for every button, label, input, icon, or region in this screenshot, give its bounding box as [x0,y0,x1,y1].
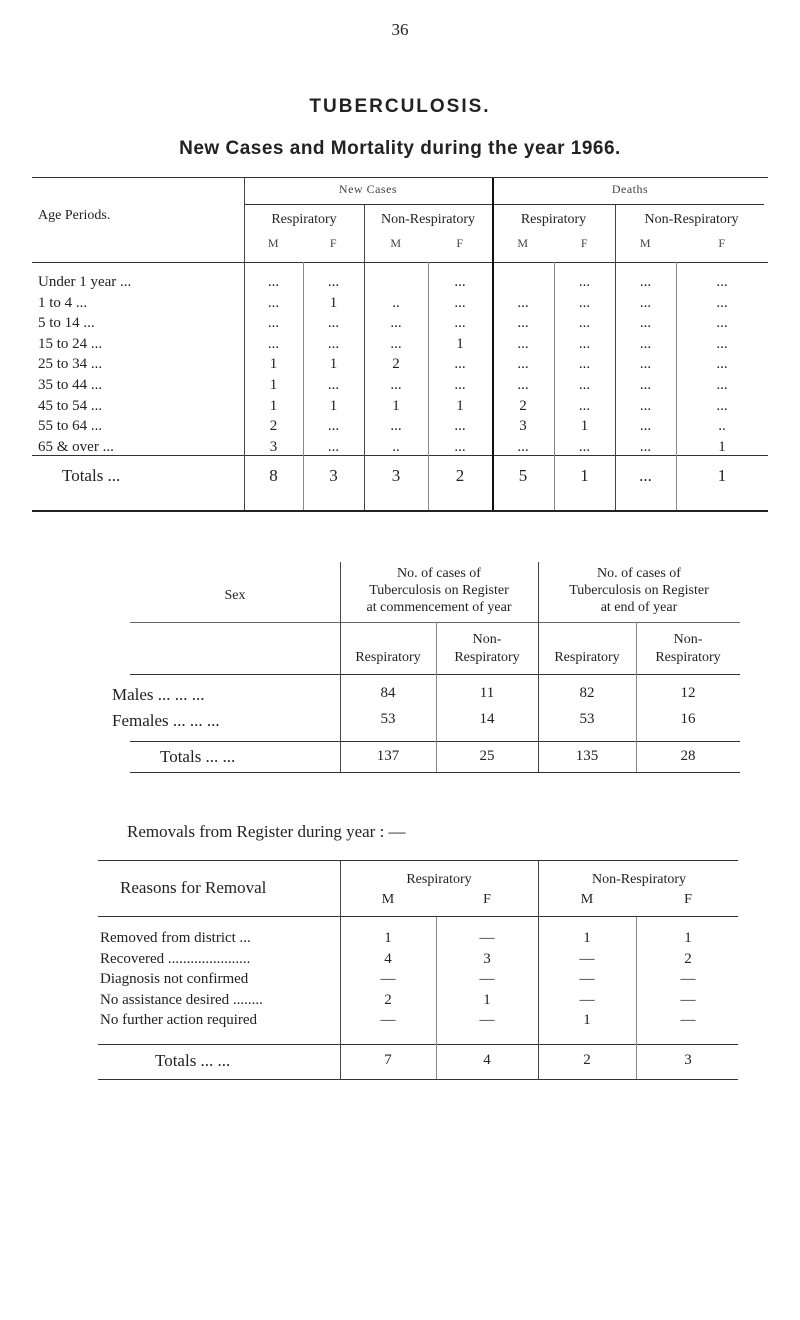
table-cell: 3 [519,418,527,434]
table-cell: ... [327,336,340,352]
start-header-line1: No. of cases of [397,566,481,581]
table-cell: 16 [680,711,696,727]
table3-top-rule [98,860,738,861]
table-cell: 53 [380,711,396,727]
table-cell: 1 [583,930,591,946]
table-cell: ... [517,356,529,372]
removal-reason-label: Removed from district ... [100,930,251,946]
removal-reason-label: No assistance desired ........ [100,992,263,1008]
col-m: M [580,892,594,907]
table3-totals-rule [98,1044,738,1045]
table3-bottom-rule [98,1079,738,1080]
table-cell: ... [716,377,728,393]
death-resp-header: Respiratory [520,212,587,227]
table-cell: — [479,1012,495,1028]
table-cell: ... [267,295,280,311]
col-f: F [580,236,589,250]
table-cell: ... [639,439,652,455]
table-cell: .. [392,295,400,311]
total-cell: 25 [479,748,495,764]
removal-nonresp-header: Non-Respiratory [591,872,687,887]
table-cell: 1 [483,992,491,1008]
table-cell: ... [578,356,591,372]
end-header-line1: No. of cases of [597,566,681,581]
table-cell: ... [517,336,529,352]
total-cell: 2 [583,1052,591,1068]
start-header-line3: at commencement of year [366,600,512,615]
total-cell: 5 [518,466,528,485]
table-cell: 1 [269,377,278,393]
table-cell: ... [639,356,652,372]
table-cell: ... [639,418,652,434]
table-cell: — [579,992,595,1008]
table-cell: ... [716,274,728,290]
age-periods-header: Age Periods. [38,208,111,223]
table-cell: 2 [392,356,400,372]
page-subtitle: New Cases and Mortality during the year 1966. [179,138,621,159]
table-cell: ... [639,295,652,311]
start-nonresp-header-1: Non- [472,632,502,647]
total-cell: 1 [717,466,727,485]
table-cell: ... [517,315,529,331]
new-cases-header: New Cases [338,182,398,196]
table-cell: ... [454,295,466,311]
table-cell: ... [390,336,402,352]
table-cell: 1 [269,398,278,414]
sex-header: Sex [224,588,246,603]
table-cell: 1 [329,398,338,414]
table-cell: ... [390,418,402,434]
table-cell: ... [267,336,280,352]
end-nonresp-header-1: Non- [673,632,703,647]
table-cell: ... [517,295,529,311]
table-cell: 2 [269,418,278,434]
table-cell: ... [578,439,591,455]
table-cell: — [579,951,595,967]
table-cell: 53 [579,711,595,727]
table-cell: ... [454,377,466,393]
total-cell: 4 [483,1052,491,1068]
death-nonresp-header: Non-Respiratory [644,212,739,227]
col-f: F [329,236,338,250]
table2-totals-rule [130,741,740,742]
table-cell: 2 [384,992,392,1008]
age-period-label: Under 1 year ... [38,274,132,290]
age-period-label: 55 to 64 ... [38,418,103,434]
table3-header-rule [98,916,738,917]
col-m: M [267,236,280,250]
table-cell: ... [578,398,591,414]
table-cell: — [680,1012,696,1028]
age-period-label: 15 to 24 ... [38,336,103,352]
table-cell: 14 [479,711,495,727]
sex-label: Males ... ... ... [112,685,205,704]
table-cell: ... [578,336,591,352]
table-cell: 11 [479,685,495,701]
start-header-line2: Tuberculosis on Register [369,583,509,598]
table-cell: ... [639,398,652,414]
table-cell: ... [327,274,340,290]
col-m: M [381,892,395,907]
table-cell: 1 [384,930,392,946]
start-nonresp-header-2: Respiratory [454,650,520,665]
table-cell: 84 [380,685,396,701]
col-f: F [456,236,464,250]
table-cell: ... [454,274,466,290]
table-cell: — [680,971,696,987]
table-cell: 3 [269,439,278,455]
table-cell: ... [267,315,280,331]
total-cell: 137 [376,748,400,764]
table-cell: — [680,992,696,1008]
table-cell: 2 [684,951,692,967]
total-cell: 2 [455,466,465,485]
table-cell: ... [716,295,728,311]
table-cell: — [380,1012,396,1028]
table-cell: ... [454,418,466,434]
table-cell: ... [517,377,529,393]
col-m: M [390,236,402,250]
table-cell: 82 [579,685,595,701]
age-period-label: 25 to 34 ... [38,356,103,372]
reasons-header: Reasons for Removal [120,878,267,897]
table-cell: 1 [392,398,400,414]
age-period-label: 45 to 54 ... [38,398,103,414]
table2-bottom-rule [130,772,740,773]
table-cell: — [479,971,495,987]
total-cell: 28 [680,748,696,764]
table-cell: ... [639,274,652,290]
end-resp-header: Respiratory [554,650,620,665]
table-cell: ... [327,315,340,331]
deaths-header: Deaths [611,182,649,196]
table1-header-rule [32,262,768,263]
total-cell: ... [639,466,652,485]
table-cell: 1 [329,356,338,372]
age-period-label: 5 to 14 ... [38,315,95,331]
removals-intro: Removals from Register during year : — [127,822,406,841]
table-cell: ... [454,356,466,372]
total-cell: 135 [575,748,599,764]
col-f: F [718,236,726,250]
new-nonresp-header: Non-Respiratory [380,212,476,227]
table-cell: ... [578,295,591,311]
total-cell: 3 [391,466,401,485]
removal-reason-label: No further action required [100,1012,258,1028]
table-cell: 1 [456,336,464,352]
removal-reason-label: Recovered ...................... [100,951,251,967]
table2-header-rule [130,674,740,675]
table-cell: 2 [519,398,527,414]
age-period-label: 1 to 4 ... [38,295,88,311]
table2-subheader-rule [130,622,740,623]
table-cell: ... [578,315,591,331]
table-cell: 1 [684,930,692,946]
removal-resp-header: Respiratory [406,872,472,887]
table-cell: 3 [483,951,491,967]
table-cell: ... [327,377,340,393]
table-cell: 12 [680,685,696,701]
table-cell: ... [716,398,728,414]
table1-bottom-rule [32,510,768,512]
table-cell: 1 [580,418,589,434]
table-cell: ... [327,418,340,434]
total-cell: 3 [329,466,338,485]
table-cell: .. [392,439,400,455]
table-cell: ... [517,439,529,455]
table-cell: ... [454,439,466,455]
table-cell: 1 [456,398,464,414]
col-m: M [639,236,652,250]
age-period-label: 65 & over ... [38,439,114,455]
new-resp-header: Respiratory [271,212,337,227]
table-cell: ... [716,356,728,372]
total-cell: 3 [684,1052,692,1068]
col-f: F [483,892,491,907]
col-m: M [517,236,529,250]
table2-totals-label: Totals ... ... [160,747,236,766]
table-cell: ... [327,439,340,455]
table-cell: ... [578,274,591,290]
removal-reason-label: Diagnosis not confirmed [100,971,249,987]
total-cell: 7 [384,1052,392,1068]
total-cell: 8 [269,466,278,485]
table-cell: 1 [718,439,726,455]
table-cell: ... [716,336,728,352]
table1-group-rule [244,204,764,205]
table-cell: .. [718,418,726,434]
end-nonresp-header-2: Respiratory [655,650,721,665]
table-cell: 1 [329,295,338,311]
end-header-line3: at end of year [600,600,678,615]
table-cell: ... [639,377,652,393]
table-cell: 1 [269,356,278,372]
page-number: 36 [391,20,409,39]
start-resp-header: Respiratory [355,650,421,665]
page-title: TUBERCULOSIS. [309,96,491,117]
table-cell: ... [716,315,728,331]
table-cell: 1 [583,1012,591,1028]
table-cell: — [479,930,495,946]
age-period-label: 35 to 44 ... [38,377,103,393]
table-cell: ... [390,377,402,393]
end-header-line2: Tuberculosis on Register [569,583,709,598]
table-cell: ... [639,336,652,352]
table-cell: ... [267,274,280,290]
total-cell: 1 [580,466,589,485]
table1-top-rule [32,177,768,178]
table-cell: ... [390,315,402,331]
col-f: F [684,892,692,907]
table3-totals-label: Totals ... ... [155,1051,231,1070]
table-cell: ... [578,377,591,393]
table-cell: — [579,971,595,987]
sex-label: Females ... ... ... [112,711,220,730]
table-cell: ... [639,315,652,331]
table-cell: — [380,971,396,987]
table1-totals-label: Totals ... [62,466,121,485]
table-cell: ... [454,315,466,331]
table-cell: 4 [384,951,392,967]
